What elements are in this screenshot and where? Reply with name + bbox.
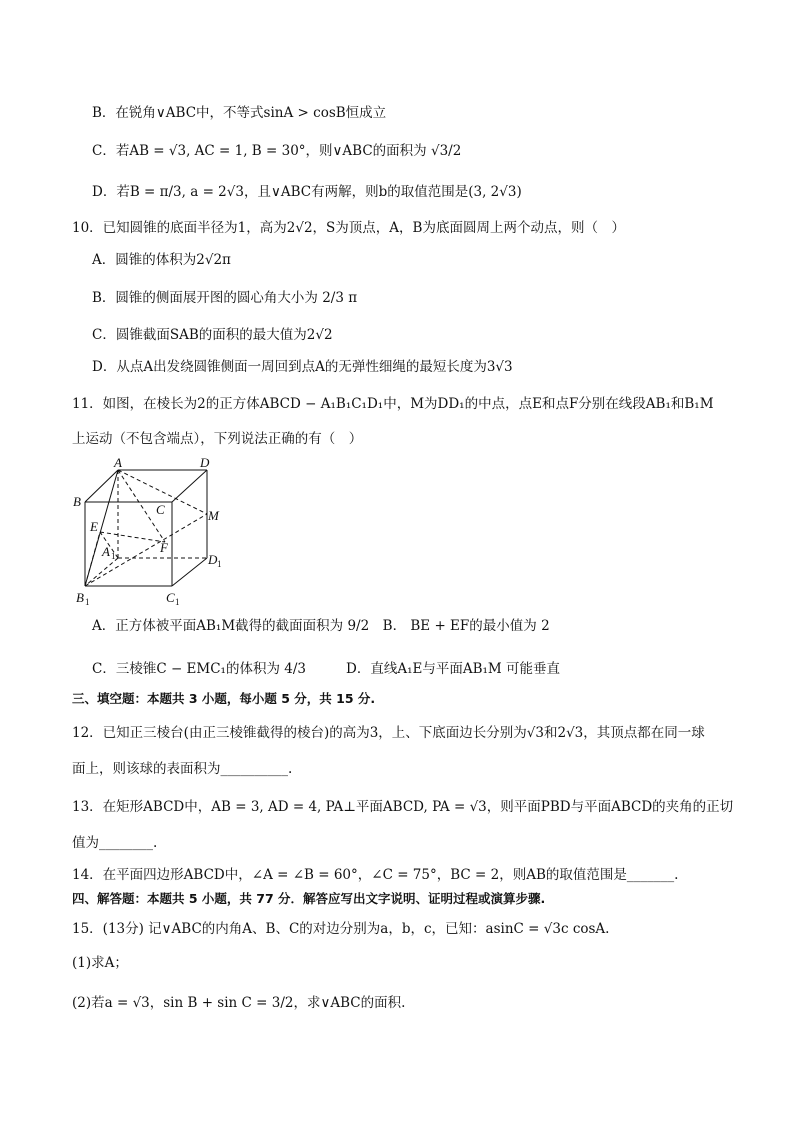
svg-text:D: D — [208, 552, 218, 567]
q11-stem-line1: 11．如图，在棱长为2的正方体ABCD − A₁B₁C₁D₁中，M为DD₁的中点，点E和点F分别在线段AB₁和B₁M — [72, 396, 714, 412]
q9-option-c: C．若AB = √3, AC = 1, B = 30°，则∨ABC的面积为 √3/2 — [92, 143, 462, 159]
svg-text:M: M — [208, 508, 219, 523]
svg-text:B: B — [76, 590, 84, 605]
svg-text:C: C — [156, 502, 165, 517]
q10-option-c: C．圆锥截面SAB的面积的最大值为2√2 — [92, 327, 333, 343]
svg-text:1: 1 — [217, 559, 222, 569]
q13-line1: 13．在矩形ABCD中，AB = 3, AD = 4, PA⊥平面ABCD, PA = √3，则平面PBD与平面ABCD的夹角的正切 — [72, 799, 734, 815]
section-4-heading: 四、解答题：本题共 5 小题，共 77 分．解答应写出文字说明、证明过程或演算步骤. — [72, 891, 546, 906]
svg-text:E: E — [90, 519, 98, 534]
svg-text:A: A — [102, 544, 110, 559]
q9-option-b: B．在锐角∨ABC中，不等式sinA > cosB恒成立 — [92, 105, 387, 121]
q11-option-c: C．三棱锥C − EMC₁的体积为 4/3 — [92, 661, 306, 677]
q14: 14．在平面四边形ABCD中，∠A = ∠B = 60°，∠C = 75°，BC = 2，则AB的取值范围是_______. — [72, 867, 679, 883]
svg-text:C: C — [166, 590, 175, 605]
svg-text:B: B — [73, 494, 81, 509]
q10-option-d: D．从点A出发绕圆锥侧面一周回到点A的无弹性细绳的最短长度为3√3 — [92, 359, 513, 375]
label-A: A — [114, 458, 122, 470]
q12-line2: 面上，则该球的表面积为__________. — [72, 761, 293, 777]
cube-figure — [70, 458, 230, 606]
svg-text:1: 1 — [85, 597, 90, 606]
q12-line1: 12．已知正三棱台(由正三棱锥截得的棱台)的高为3，上、下底面边长分别为√3和2√3，其顶点都在同一球 — [72, 725, 705, 741]
svg-text:D: D — [200, 458, 210, 470]
q11-stem-line2: 上运动（不包含端点），下列说法正确的有（ ） — [72, 431, 363, 447]
q15-part2: (2)若a = √3，sin B + sin C = 3/2，求∨ABC的面积. — [72, 995, 406, 1011]
q15-part1: (1)求A； — [72, 955, 128, 971]
svg-text:1: 1 — [175, 597, 180, 606]
q9-option-d: D．若B = π/3, a = 2√3，且∨ABC有两解，则b的取值范围是(3, 2√3) — [92, 184, 522, 200]
svg-text:F: F — [160, 540, 168, 555]
q10-option-b: B．圆锥的侧面展开图的圆心角大小为 2/3 π — [92, 290, 358, 306]
section-3-heading: 三、填空题：本题共 3 小题，每小题 5 分，共 15 分. — [72, 691, 376, 706]
svg-text:1: 1 — [111, 551, 116, 561]
q15-stem: 15．(13分) 记∨ABC的内角A、B、C的对边分别为a，b，c，已知：asinC = √3c cosA. — [72, 921, 610, 937]
q13-line2: 值为________. — [72, 835, 158, 851]
q10-option-a: A．圆锥的体积为2√2π — [92, 252, 231, 268]
q11-options-a-b: A．正方体被平面AB₁M截得的截面面积为 9/2 B． BE + EF的最小值为 2 — [92, 618, 550, 634]
q10-stem: 10．已知圆锥的底面半径为1，高为2√2，S为顶点，A，B为底面圆周上两个动点，则（ ） — [72, 220, 625, 236]
q11-option-d: D．直线A₁E与平面AB₁M 可能垂直 — [346, 661, 561, 677]
